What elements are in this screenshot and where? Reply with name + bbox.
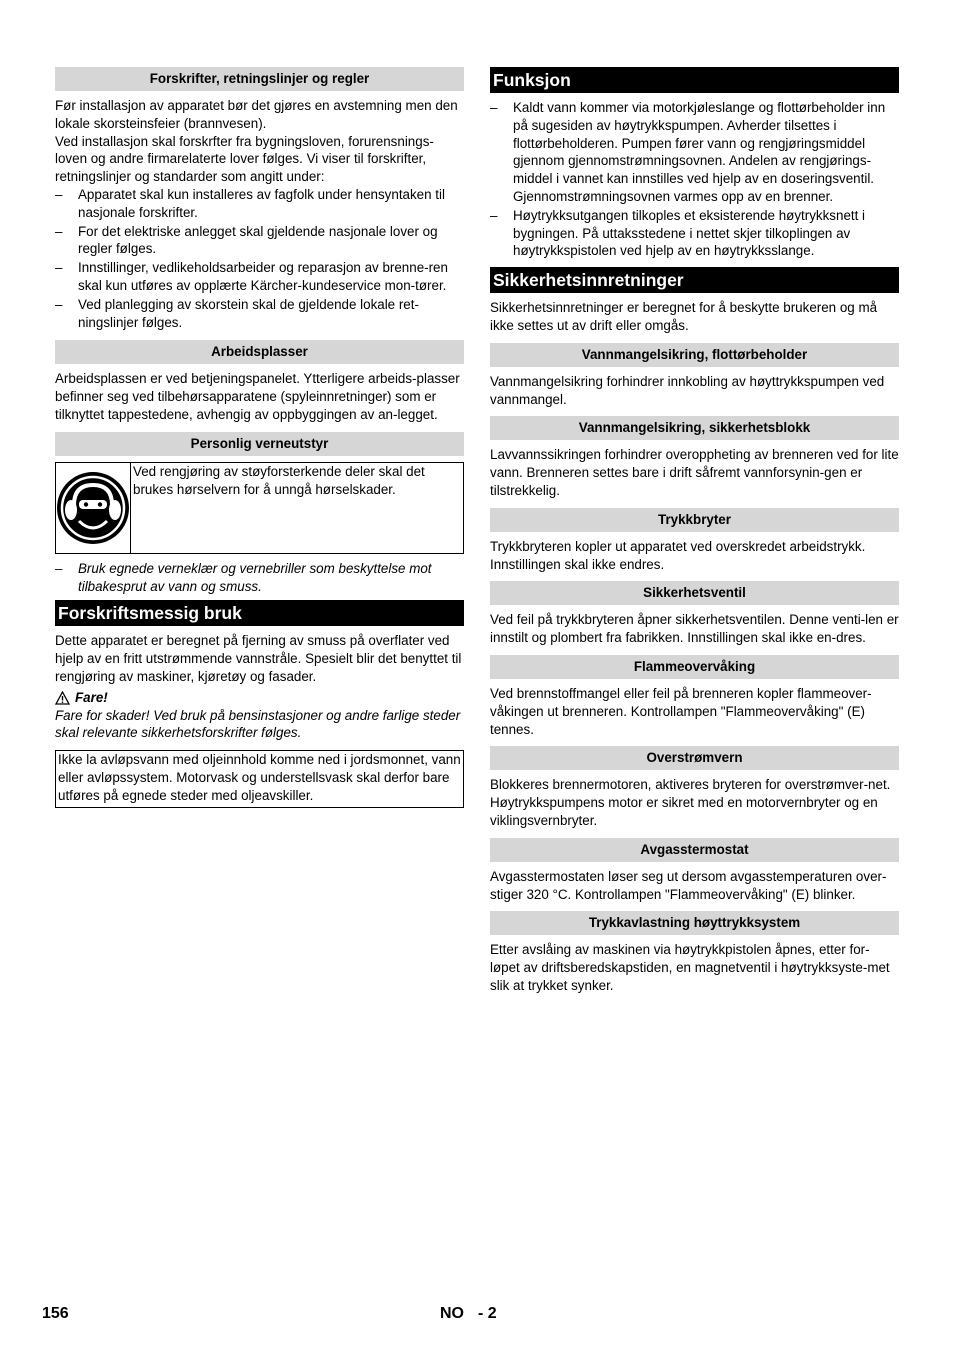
left-column (55, 67, 464, 808)
section-heading: Overstrømvern (490, 746, 899, 770)
danger-label: Fare! (75, 689, 108, 705)
paragraph: Vannmangelsikring forhindrer innkobling av høyttrykkspumpen ved vannmangel. (490, 373, 885, 407)
list-item: – Ved planlegging av skorstein skal de gjeldende lokale ret-ningslinjer følges. (55, 296, 464, 332)
environment-notice (55, 750, 464, 807)
section-heading: Vannmangelsikring, sikkerhetsblokk (490, 416, 899, 440)
paragraph: Etter avslåing av maskinen via høytrykkpistolen åpnes, etter for-løpet av driftsberedskapstiden, en magnetventil i høytrykksyste-met slik at trykket synker. (490, 942, 890, 993)
paragraph: Sikkerhetsinnretninger er beregnet for å beskytte brukeren og må ikke settes ut av drift eller omgås. (490, 300, 878, 333)
page-number: 156 (42, 1305, 69, 1322)
danger-text: Fare for skader! Ved bruk på bensinstasjoner og andre farlige steder skal relevante sikkerhetsforskrifter følges. (55, 707, 461, 741)
safety-section (490, 581, 899, 655)
paragraph: Dette apparatet er beregnet på fjerning av smuss på overflater ved hjelp av en fritt utstrømmende vannstråle. Spesielt blir det benyttet til rengjøring av maskiner, kjøretøy og fasader. (55, 633, 462, 684)
notice-text: Ikke la avløpsvann med oljeinnhold komme ned i jordsmonnet, vann eller avløpssystem. Motorvask og understellsvask skal derfor bare utføres på egnede steder med oljeavskiller. (58, 752, 461, 803)
ppe-icon-cell (56, 463, 131, 553)
list-item: – Apparatet skal kun installeres av fagfolk under hensyntaken til nasjonale forskrifter. (55, 186, 464, 222)
ppe-table (55, 462, 464, 554)
list-item: – Innstillinger, vedlikeholdsarbeider og reparasjon av brenne-ren skal kun utføres av opplærte Kärcher-kundeservice mon-tører. (55, 259, 464, 295)
safety-section (490, 911, 899, 994)
main-heading: Funksjon (490, 67, 899, 93)
section-heading: Trykkavlastning høyttrykksystem (490, 911, 899, 935)
safety-section (490, 508, 899, 582)
ppe-note-list (55, 560, 464, 596)
safety-section (490, 343, 899, 417)
warning-triangle-icon (55, 691, 70, 705)
paragraph: Ved brennstoffmangel eller feil på brenneren kopler flammeover-våkingen ut brenneren. Kontrollampen "Flammeovervåking" (E) tennes. (490, 685, 872, 737)
danger-heading (55, 689, 464, 707)
right-column (490, 67, 899, 995)
ppe-description: Ved rengjøring av støyforsterkende deler skal det brukes hørselvern for å unngå hørselskader. (133, 463, 425, 497)
section-heading: Arbeidsplasser (55, 340, 464, 364)
list-item: – Kaldt vann kommer via motorkjøleslange og flottørbeholder inn på sugesiden av høytrykkspumpen. Avherder tilsettes i flottørbeholderen. Pumpen fører vann og rengjøringsmiddel gjennom gjennomstrømningsovnen. Andelen av rengjørings-middel i vannet kan innstilles ved hjelp av en doseringsventil. Gjennomstrømningsovnen varmes opp av en brenner. (490, 99, 899, 206)
section-heading: Avgasstermostat (490, 838, 899, 862)
paragraph: Blokkeres brennermotoren, aktiveres bryteren for overstrømver-net. Høytrykkspumpens motor er sikret med en motorvernbryter og en viklingsvernbryter. (490, 777, 891, 828)
list-item: – For det elektriske anlegget skal gjeldende nasjonale lover og regler følges. (55, 223, 464, 259)
language-code: NO (440, 1305, 464, 1322)
section-heading: Forskrifter, retningslinjer og regler (55, 67, 464, 91)
regulation-list (55, 186, 464, 331)
paragraph: Før installasjon av apparatet bør det gjøres en avstemning men den lokale skorsteinsfeier (brannvesen). (55, 98, 458, 131)
paragraph: Ved installasjon skal forskrfter fra bygningsloven, forurensnings-loven og andre firmarelaterte lover følges. Vi viser til forskrifter, retningslinjer og standarder som angitt under: (55, 133, 434, 185)
main-heading: Forskriftsmessig bruk (55, 600, 464, 626)
main-heading: Sikkerhetsinnretninger (490, 267, 899, 293)
paragraph: Lavvannssikringen forhindrer overoppheting av brenneren ved for lite vann. Brenneren settes bare i drift såfremt vannforsynin-gen er tilstrekkelig. (490, 447, 899, 498)
safety-section (490, 838, 899, 912)
function-list (490, 99, 899, 260)
safety-section (490, 655, 899, 746)
list-item: – Bruk egnede verneklær og vernebriller som beskyttelse mot tilbakesprut av vann og smuss. (55, 560, 464, 596)
section-heading: Trykkbryter (490, 508, 899, 532)
safety-section (490, 416, 899, 507)
section-heading: Flammeovervåking (490, 655, 899, 679)
list-item: – Høytrykksutgangen tilkoples et eksisterende høytrykksnett i bygningen. På uttaksstedene i nettet skjer tilkoplingen av høytrykkspistolen ved hjelp av en høytrykksslange. (490, 207, 899, 260)
section-heading: Sikkerhetsventil (490, 581, 899, 605)
section-heading: Personlig verneutstyr (55, 432, 464, 456)
sub-page-number: - 2 (478, 1305, 497, 1322)
safety-section (490, 746, 899, 837)
paragraph: Arbeidsplassen er ved betjeningspanelet. Ytterligere arbeids-plasser befinner seg ved tilbehørsapparatene (spyleinnretninger) som er tilknyttet tappestedene, avhengig av oppbyggingen av an-legget. (55, 371, 460, 422)
paragraph: Trykkbryteren kopler ut apparatet ved overskredet arbeidstrykk. Innstillingen skal ikke endres. (490, 538, 866, 572)
paragraph: Avgasstermostaten løser seg ut dersom avgasstemperaturen over-stiger 320 °C. Kontrollampen "Flammeovervåking" (E) blinker. (490, 868, 887, 902)
ear-protection-goggles-icon (56, 471, 130, 545)
section-heading: Vannmangelsikring, flottørbeholder (490, 343, 899, 367)
paragraph: Ved feil på trykkbryteren åpner sikkerhetsventilen. Denne venti-len er innstilt og plombert fra fabrikken. Innstillingen skal ikke en-dres. (490, 612, 899, 646)
